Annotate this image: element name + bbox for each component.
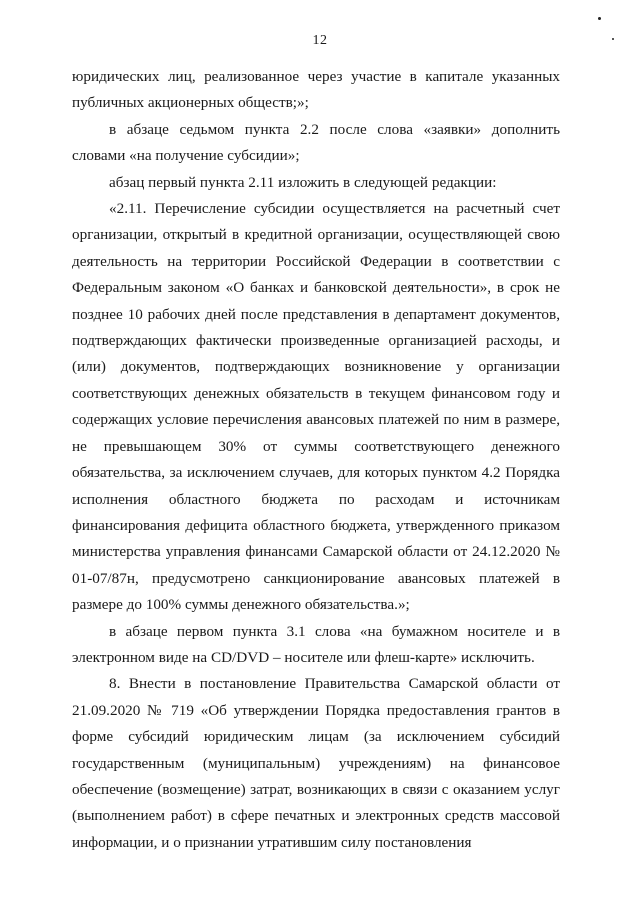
paragraph-intro-2-11: абзац первый пункта 2.11 изложить в следующей редакции: <box>109 173 497 191</box>
scan-speck <box>612 38 614 40</box>
scan-speck <box>598 17 601 20</box>
paragraph-continuation: юридических лиц, реализованное через участие в капитале указанных публичных акционерных обществ;»; <box>72 68 560 112</box>
paragraph-amendment-3-1: в абзаце первом пункта 3.1 слова «на бумажном носителе и в электронном виде на CD/DVD – носителе или флеш-карте» исключить. <box>72 622 560 666</box>
page-number: 12 <box>312 33 328 48</box>
paragraph-clause-2-11: «2.11. Перечисление субсидии осуществляется на расчетный счет организации, открытый в кредитной организации, осуществляющей свою деятельность на территории Российской Федерации в соответствии с Федеральным законом «О банках и банковской деятельности», в срок не позднее 10 рабочих дней после представления в департамент документов, подтверждающих фактически произведенные организацией расходы, и (или) документов, подтверждающих возникновение у организации соответствующих денежных обязательств в текущем финансовом году и содержащих условие перечисления авансовых платежей по ним в размере, не превышающем 30% от суммы соответствующего денежного обязательства, за исключением случаев, для которых пунктом 4.2 Порядка исполнения областного бюджета по расходам и источникам финансирования дефицита областного бюджета, утвержденного приказом министерства управления финансами Самарской области от 24.12.2020 № 01-07/87н, предусмотрено санкционирование авансовых платежей в размере до 100% суммы денежного обязательства.»; <box>72 200 560 614</box>
paragraph-amendment-2-2: в абзаце седьмом пункта 2.2 после слова «заявки» дополнить словами «на получение субсидии»; <box>72 120 560 165</box>
document-body <box>72 64 560 856</box>
paragraph-item-8: 8. Внести в постановление Правительства Самарской области от 21.09.2020 № 719 «Об утверждении Порядка предоставления грантов в форме субсидий юридическим лицам (за исключением субсидий государственным (муниципальным) учреждениям) на финансовое обеспечение (возмещение) затрат, возникающих в связи с оказанием услуг (выполнением работ) в сфере печатных и электронных средств массовой информации, и о признании утратившим силу постановления <box>72 675 560 851</box>
